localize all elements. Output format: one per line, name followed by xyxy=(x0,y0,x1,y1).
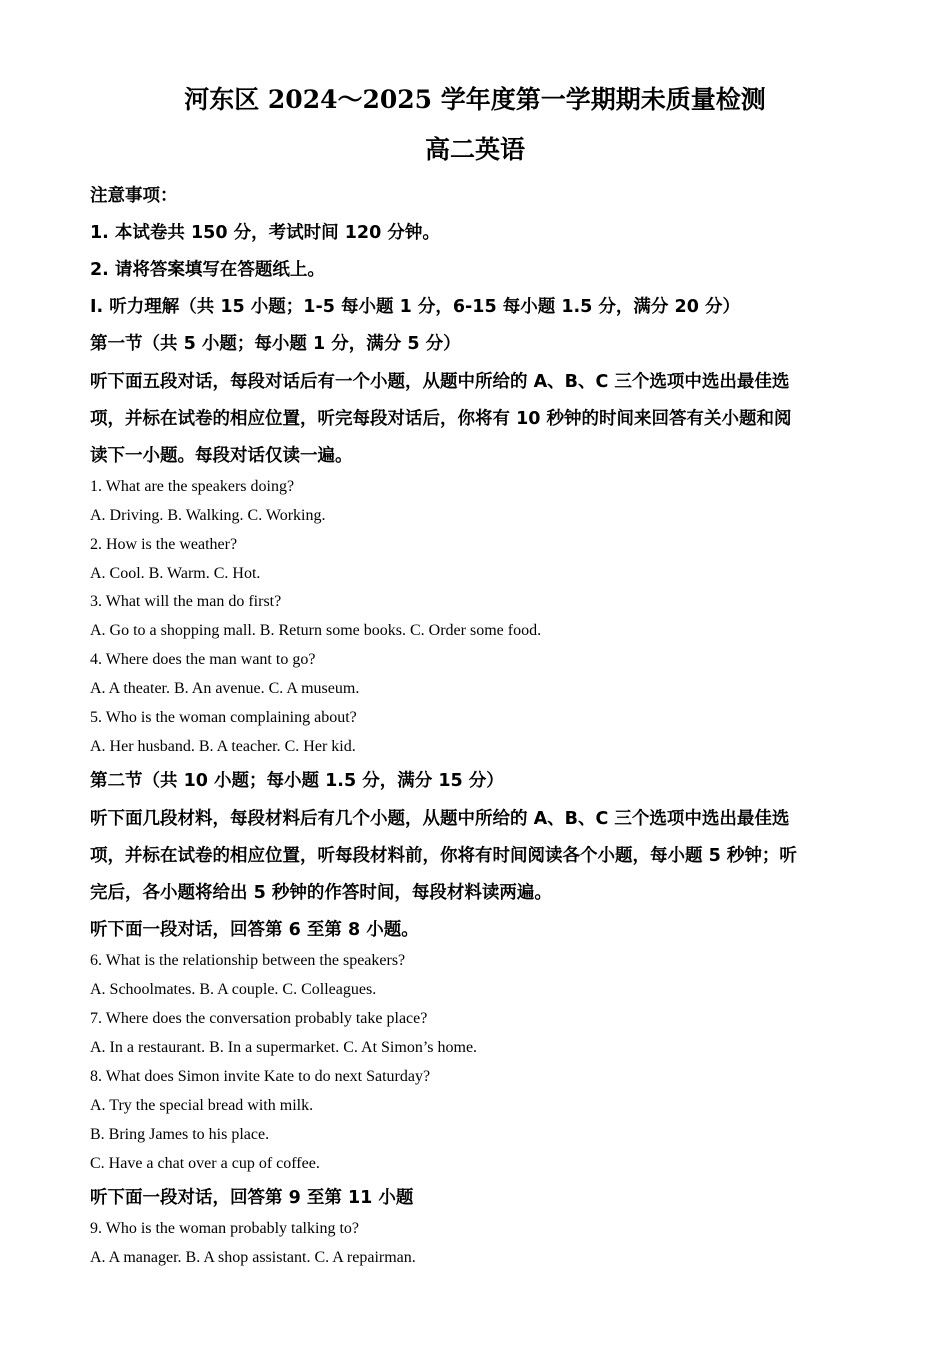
section2-instruction: 听下面几段材料，每段材料后有几个小题，从题中所给的 A、B、C 三个选项中选出最佳选 xyxy=(90,809,790,829)
question-options: A. A manager. B. A shop assistant. C. A repairman. xyxy=(90,1249,416,1266)
question-option: C. Have a chat over a cup of coffee. xyxy=(90,1155,320,1172)
question-text: 3. What will the man do first? xyxy=(90,593,282,610)
question-text: 7. Where does the conversation probably take place? xyxy=(90,1010,428,1027)
group2-heading: 听下面一段对话，回答第 9 至第 11 小题 xyxy=(90,1188,414,1208)
question-text: 2. How is the weather? xyxy=(90,536,238,553)
section1-instruction: 听下面五段对话，每段对话后有一个小题，从题中所给的 A、B、C 三个选项中选出最佳选 xyxy=(90,372,790,392)
section1-heading: 第一节（共 5 小题；每小题 1 分，满分 5 分） xyxy=(90,334,461,354)
question-text: 8. What does Simon invite Kate to do next Saturday? xyxy=(90,1068,431,1085)
question-options: A. In a restaurant. B. In a supermarket. C. At Simon’s home. xyxy=(90,1039,478,1056)
question-text: 1. What are the speakers doing? xyxy=(90,478,295,495)
section1-instruction: 读下一小题。每段对话仅读一遍。 xyxy=(90,446,353,466)
question-text: 9. Who is the woman probably talking to? xyxy=(90,1220,359,1237)
question-text: 5. Who is the woman complaining about? xyxy=(90,709,357,726)
note-item: 1. 本试卷共 150 分，考试时间 120 分钟。 xyxy=(90,223,440,243)
question-text: 4. Where does the man want to go? xyxy=(90,651,316,668)
question-option: A. Try the special bread with milk. xyxy=(90,1097,314,1114)
question-options: A. Driving. B. Walking. C. Working. xyxy=(90,507,326,524)
question-options: A. Cool. B. Warm. C. Hot. xyxy=(90,565,261,582)
question-options: A. A theater. B. An avenue. C. A museum. xyxy=(90,680,360,697)
exam-title: 河东区 2024～2025 学年度第一学期期未质量检测 xyxy=(184,85,766,114)
note-item: 2. 请将答案填写在答题纸上。 xyxy=(90,260,325,280)
section2-instruction: 完后，各小题将给出 5 秒钟的作答时间，每段材料读两遍。 xyxy=(90,883,552,903)
section2-instruction: 项，并标在试卷的相应位置，听每段材料前，你将有时间阅读各个小题，每小题 5 秒钟；听 xyxy=(90,846,797,866)
question-option: B. Bring James to his place. xyxy=(90,1126,270,1143)
question-options: A. Schoolmates. B. A couple. C. Colleagues. xyxy=(90,981,377,998)
question-options: A. Go to a shopping mall. B. Return some books. C. Order some food. xyxy=(90,622,542,639)
question-text: 6. What is the relationship between the speakers? xyxy=(90,952,406,969)
section1-instruction: 项，并标在试卷的相应位置，听完每段对话后，你将有 10 秒钟的时间来回答有关小题和阅 xyxy=(90,409,792,429)
exam-subtitle: 高二英语 xyxy=(424,135,525,164)
part1-heading: Ⅰ. 听力理解（共 15 小题；1-5 每小题 1 分，6-15 每小题 1.5 分，满分 20 分） xyxy=(90,297,740,317)
question-options: A. Her husband. B. A teacher. C. Her kid. xyxy=(90,738,356,755)
group1-heading: 听下面一段对话，回答第 6 至第 8 小题。 xyxy=(90,920,419,940)
notes-heading: 注意事项： xyxy=(90,186,178,206)
section2-heading: 第二节（共 10 小题；每小题 1.5 分，满分 15 分） xyxy=(90,771,504,791)
